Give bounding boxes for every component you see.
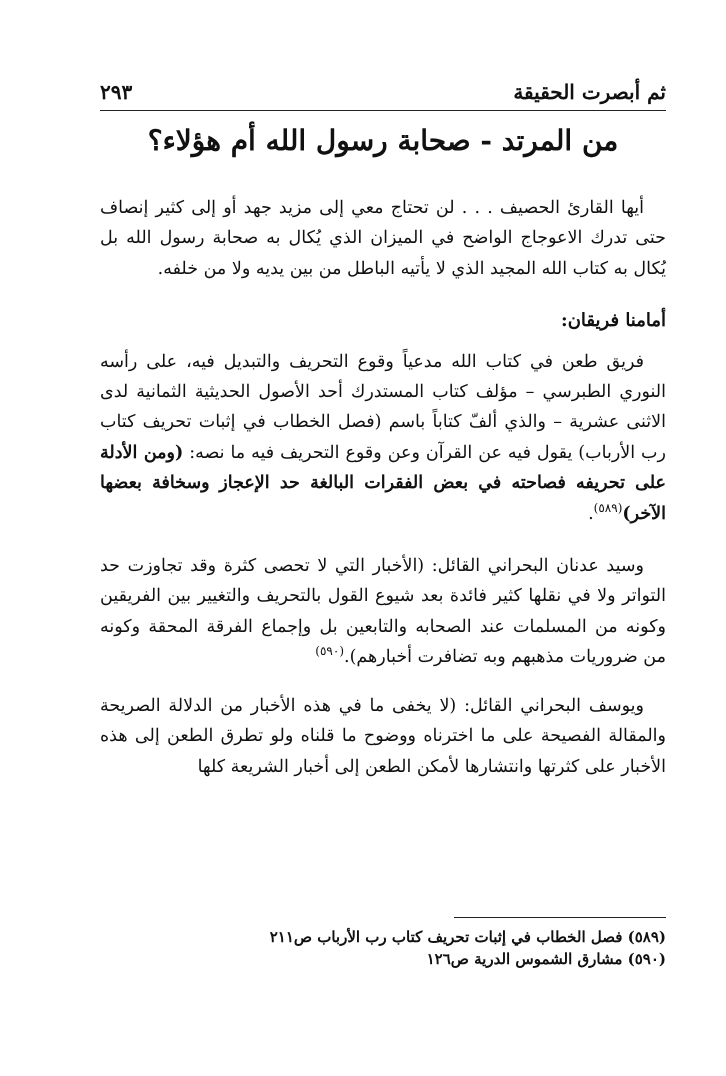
section-heading: أمامنا فريقان: — [561, 310, 666, 332]
page-number: ٢٩٣ — [100, 80, 133, 104]
footnote-ref-589: (٥٨٩) — [593, 500, 623, 515]
footnote-text: فصل الخطاب في إثبات تحريف كتاب رب الأرباب ص٢١١ — [269, 928, 623, 946]
paragraph-adnan — [100, 551, 666, 673]
footnote-ref-590: (٥٩٠) — [315, 644, 345, 659]
paragraph-nuri-quote-end: وسخافة بعضها الآخر) — [100, 473, 666, 524]
book-title: ثم أبصرت الحقيقة — [513, 80, 666, 104]
footnote-590 — [100, 948, 666, 970]
body-text — [100, 193, 666, 782]
intro-paragraph: أيها القارئ الحصيف . . . لن تحتاج معي إلى مزيد جهد أو إلى كثير إنصاف حتى تدرك الاعوجاج الواضح في الميزان الذي يُكال به صحابة رسول الله بل يُكال به كتاب الله المجيد الذي لا يأتيه الباطل من بين يديه ولا من خلفه. — [100, 198, 666, 279]
paragraph-nuri-quote: (ومن الأدلة على تحريفه فصاحته في بعض الفقرات البالغة حد الإعجاز — [100, 442, 666, 494]
paragraph-adnan-text: وسيد عدنان البحراني القائل: (الأخبار التي لا تحصى كثرة وقد تجاوزت حد التواتر ولا في نقلها كثير فائدة بعد شيوع القول بالتحريف والتغيير بين الفريقين وكونه من المسلمات عند الصحابه والتابعين بل وإجماع الفرقة المحقة وكونه من ضروريات مذهبهم وبه تضافرت أخبارهم). — [100, 556, 666, 668]
footnote-number: (٥٩٠) — [627, 950, 666, 968]
footnote-text: مشارق الشموس الدرية ص١٢٦ — [426, 950, 623, 968]
chapter-title: من المرتد - صحابة رسول الله أم هؤلاء؟ — [147, 124, 619, 157]
footnote-589 — [100, 926, 666, 948]
running-header — [100, 80, 666, 111]
paragraph-nuri: فريق طعن في كتاب الله مدعياً وقوع التحريف والتبديل فيه، على رأسه النوري الطبرسي – مؤلف كتاب المستدرك أحد الأصول الحديثية الثمانية لدى الاثنى عشرية – والذي ألفّ كتاباً باسم (فصل الخطاب في إثبات تحريف كتاب رب الأرباب) يقول فيه عن القرآن وعن وقوع التحريف فيه ما نصه: (ومن الأدلة على تحريفه فصاحته في بعض الفقرات البالغة حد الإعجاز وسخافة بعضها الآخر)$^{(٥٨٩)}$. — [100, 351, 666, 524]
paragraph-nuri-text: فريق طعن في كتاب الله مدعياً وقوع التحريف والتبديل فيه، على رأسه النوري الطبرسي – مؤلف كتاب المستدرك أحد الأصول الحديثية الثمانية لدى الاثنى عشرية – والذي ألفّ كتاباً باسم (فصل الخطاب في إثبات تحريف كتاب رب الأرباب) يقول فيه عن القرآن وعن وقوع التحريف فيه ما نصه: — [100, 351, 666, 463]
footnote-number: (٥٨٩) — [627, 928, 666, 946]
paragraph-yusuf: ويوسف البحراني القائل: (لا يخفى ما في هذه الأخبار من الدلالة الصريحة والمقالة الفصيحة على ما اخترناه ووضوح ما قلناه ولو تطرق الطعن إلى هذه الأخبار على كثرتها وانتشارها لأمكن الطعن إلى أخبار الشريعة كلها — [100, 695, 666, 777]
footnotes — [100, 926, 666, 970]
footnote-divider — [454, 917, 666, 918]
